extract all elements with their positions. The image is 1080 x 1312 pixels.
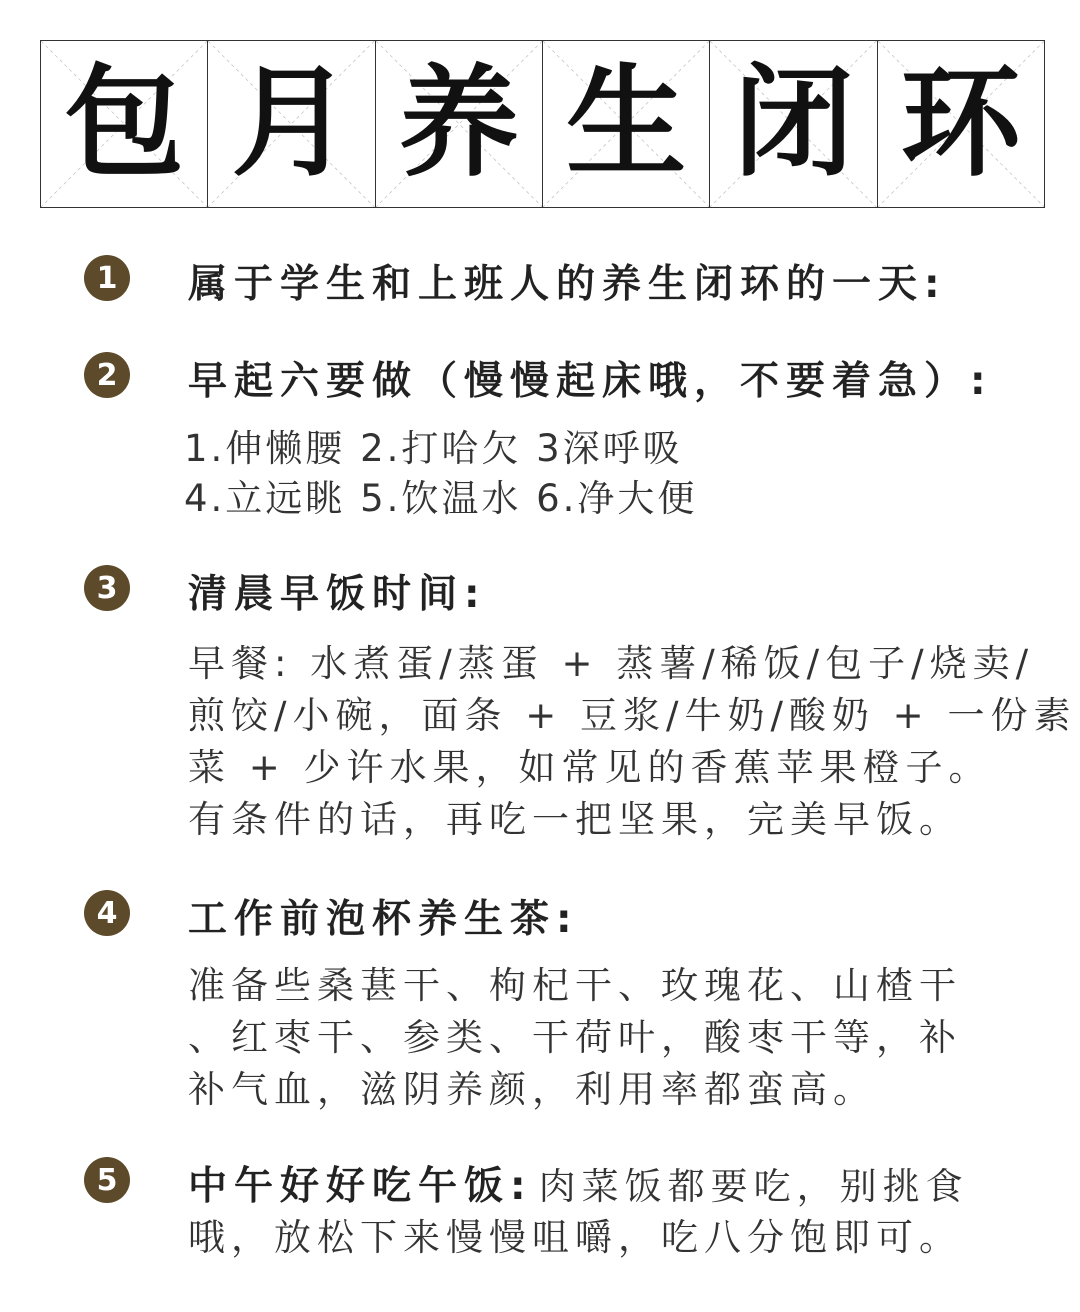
body-line: 早餐: 水煮蛋/蒸蛋 + 蒸薯/稀饭/包子/烧卖/ — [188, 642, 1035, 685]
body-line: 哦，放松下来慢慢咀嚼，吃八分饱即可。 — [188, 1216, 962, 1259]
title-cell — [543, 41, 710, 207]
section-heading: 工作前泡杯养生茶: — [188, 897, 579, 942]
title-char: 闭 — [733, 54, 854, 193]
title-char: 环 — [900, 54, 1021, 193]
section-heading: 中午好好吃午饭: — [188, 1164, 533, 1209]
title-cell — [376, 41, 543, 207]
section-number-badge: 4 — [84, 890, 130, 936]
title-cell — [41, 41, 208, 207]
title-char: 生 — [566, 54, 687, 193]
body-line: 4.立远眺 5.饮温水 6.净大便 — [184, 477, 698, 520]
title-grid — [40, 40, 1045, 208]
body-line: 菜 + 少许水果，如常见的香蕉苹果橙子。 — [188, 746, 992, 789]
body-line: 准备些桑葚干、枸杞干、玫瑰花、山楂干 — [188, 964, 962, 1007]
section-number-badge: 3 — [84, 565, 130, 611]
body-line: 有条件的话，再吃一把坚果，完美早饭。 — [188, 798, 962, 841]
title-char: 包 — [64, 54, 185, 193]
section-heading: 清晨早饭时间: — [188, 572, 487, 617]
title-cell — [208, 41, 375, 207]
title-char: 月 — [231, 54, 352, 193]
section-heading: 早起六要做（慢慢起床哦，不要着急）: — [188, 359, 993, 404]
section-heading-tail: 肉菜饭都要吃，别挑食 — [538, 1165, 969, 1208]
body-line: 1.伸懒腰 2.打哈欠 3深呼吸 — [184, 427, 683, 470]
body-line: 煎饺/小碗，面条 + 豆浆/牛奶/酸奶 + 一份素 — [188, 694, 1077, 737]
section-heading: 属于学生和上班人的养生闭环的一天: — [188, 262, 947, 307]
title-cell — [878, 41, 1044, 207]
section-heading-row — [188, 1155, 969, 1211]
title-cell — [710, 41, 877, 207]
section-number-badge: 5 — [84, 1157, 130, 1203]
section-number-badge: 1 — [84, 255, 130, 301]
body-line: 、红枣干、参类、干荷叶，酸枣干等，补 — [188, 1016, 962, 1059]
section-number-badge: 2 — [84, 352, 130, 398]
body-line: 补气血，滋阴养颜，利用率都蛮高。 — [188, 1068, 876, 1111]
title-char: 养 — [398, 54, 519, 193]
